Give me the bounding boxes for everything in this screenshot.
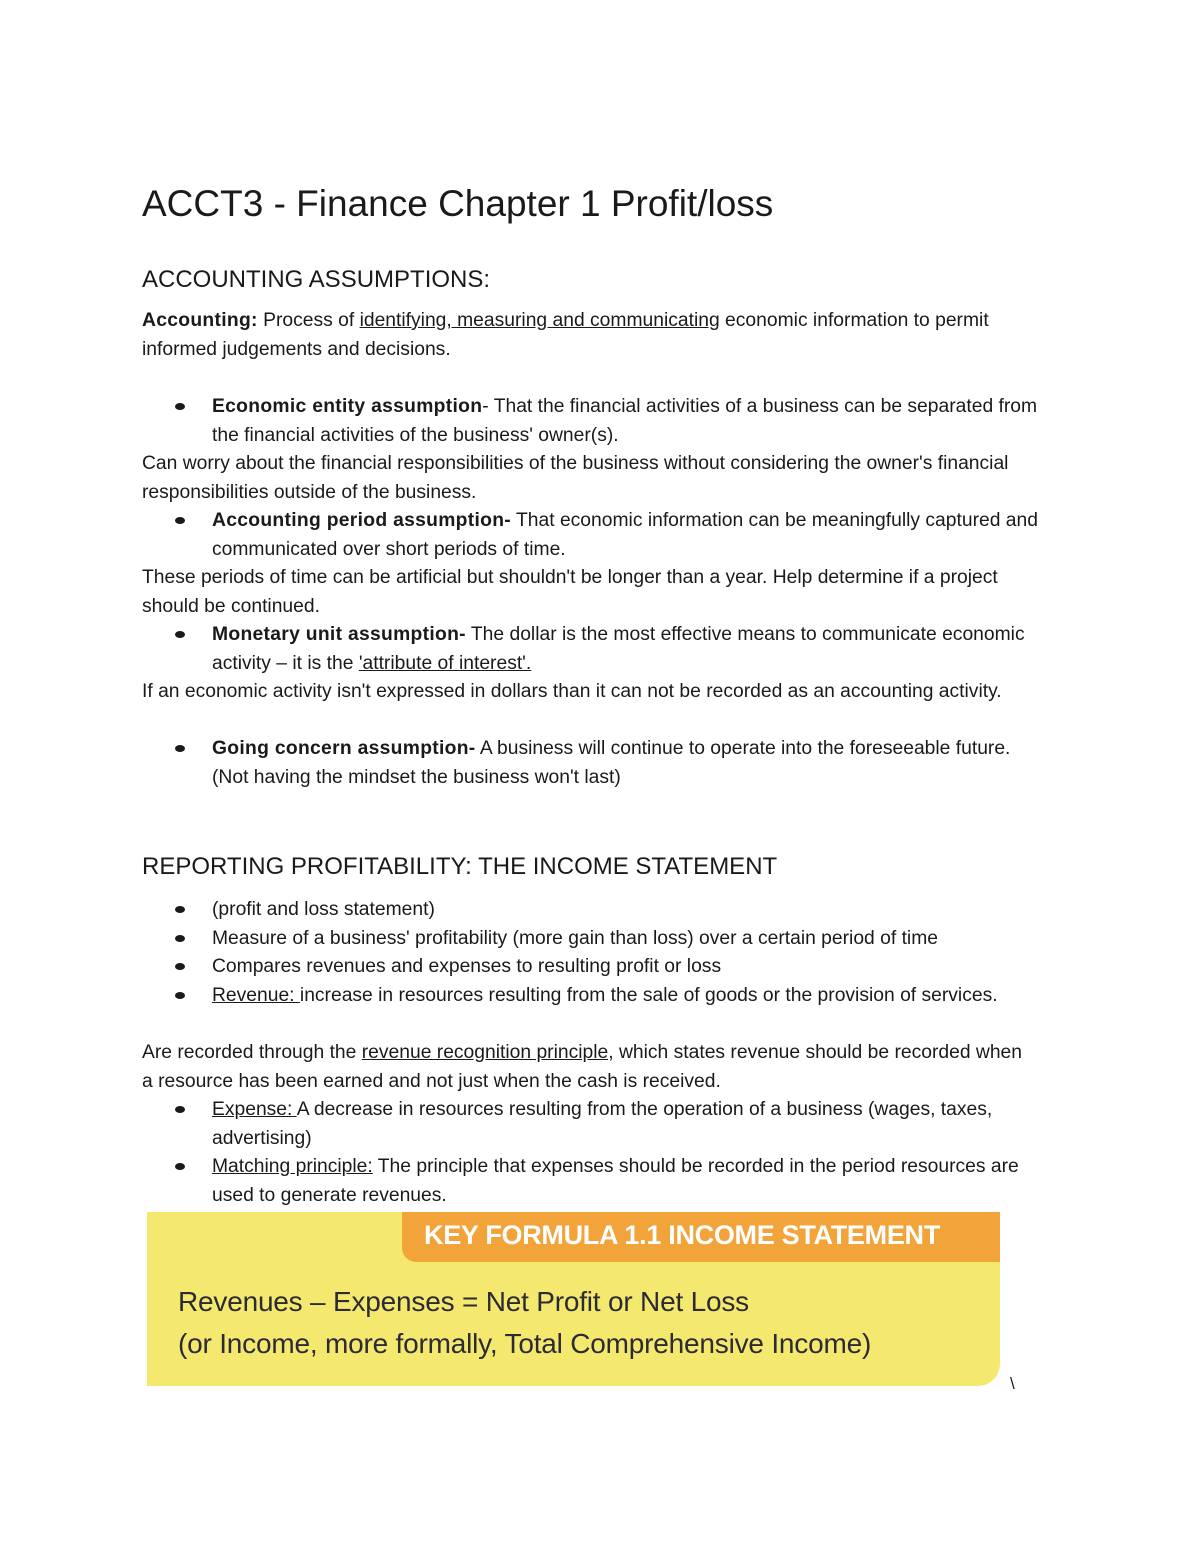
list-item: Expense: A decrease in resources resulting from the operation of a business (wages, taxes, advertising) xyxy=(212,1095,1042,1153)
list-item: Compares revenues and expenses to resulting profit or loss xyxy=(212,952,1042,981)
accounting-definition: Accounting: Process of identifying, measuring and communicating economic information to permit informed judgements and decisions. xyxy=(142,310,989,360)
formula-line: Revenues – Expenses = Net Profit or Net Loss xyxy=(178,1286,749,1317)
list-item: Monetary unit assumption- The dollar is the most effective means to communicate economic activity – it is the 'attribute of interest'. xyxy=(212,620,1042,678)
list-item: Matching principle: The principle that expenses should be recorded in the period resources are used to generate revenues. xyxy=(212,1152,1042,1210)
note-paragraph: These periods of time can be artificial but shouldn't be longer than a year. Help determine if a project should be continued. xyxy=(142,567,998,617)
document-title: ACCT3 - Finance Chapter 1 Profit/loss xyxy=(142,183,774,224)
list-item: Revenue: increase in resources resulting from the sale of goods or the provision of services. xyxy=(212,981,1042,1010)
section-heading-assumptions: ACCOUNTING ASSUMPTIONS: xyxy=(142,266,491,293)
stray-mark: \ xyxy=(1010,1374,1015,1393)
formula-line: (or Income, more formally, Total Comprehensive Income) xyxy=(178,1328,872,1359)
note-paragraph: Can worry about the financial responsibilities of the business without considering the owner's financial responsibilities outside of the business. xyxy=(142,453,1009,503)
note-paragraph: If an economic activity isn't expressed in dollars than it can not be recorded as an accounting activity. xyxy=(142,681,1002,702)
definition-underlined: identifying, measuring and communicating xyxy=(359,310,720,331)
key-formula-box xyxy=(147,1212,1000,1386)
definition-term: Accounting: xyxy=(142,310,258,331)
list-item: (profit and loss statement) xyxy=(212,895,1042,924)
list-item: Accounting period assumption- That economic information can be meaningfully captured and communicated over short periods of time. xyxy=(212,506,1042,564)
list-item: Economic entity assumption- That the financial activities of a business can be separated from the financial activities of the business' owner(s). xyxy=(212,392,1042,450)
list-item: Measure of a business' profitability (more gain than loss) over a certain period of time xyxy=(212,924,1042,953)
list-item: Going concern assumption- A business will continue to operate into the foreseeable future. (Not having the mindset the business won't last) xyxy=(212,734,1042,792)
key-formula-tab xyxy=(402,1212,1000,1262)
section-heading-income-statement: REPORTING PROFITABILITY: THE INCOME STATEMENT xyxy=(142,853,778,880)
key-formula-label: KEY FORMULA 1.1 INCOME STATEMENT xyxy=(424,1220,940,1250)
note-paragraph: Are recorded through the revenue recognition principle, which states revenue should be recorded when a resource has been earned and not just when the cash is received. xyxy=(142,1042,1022,1092)
